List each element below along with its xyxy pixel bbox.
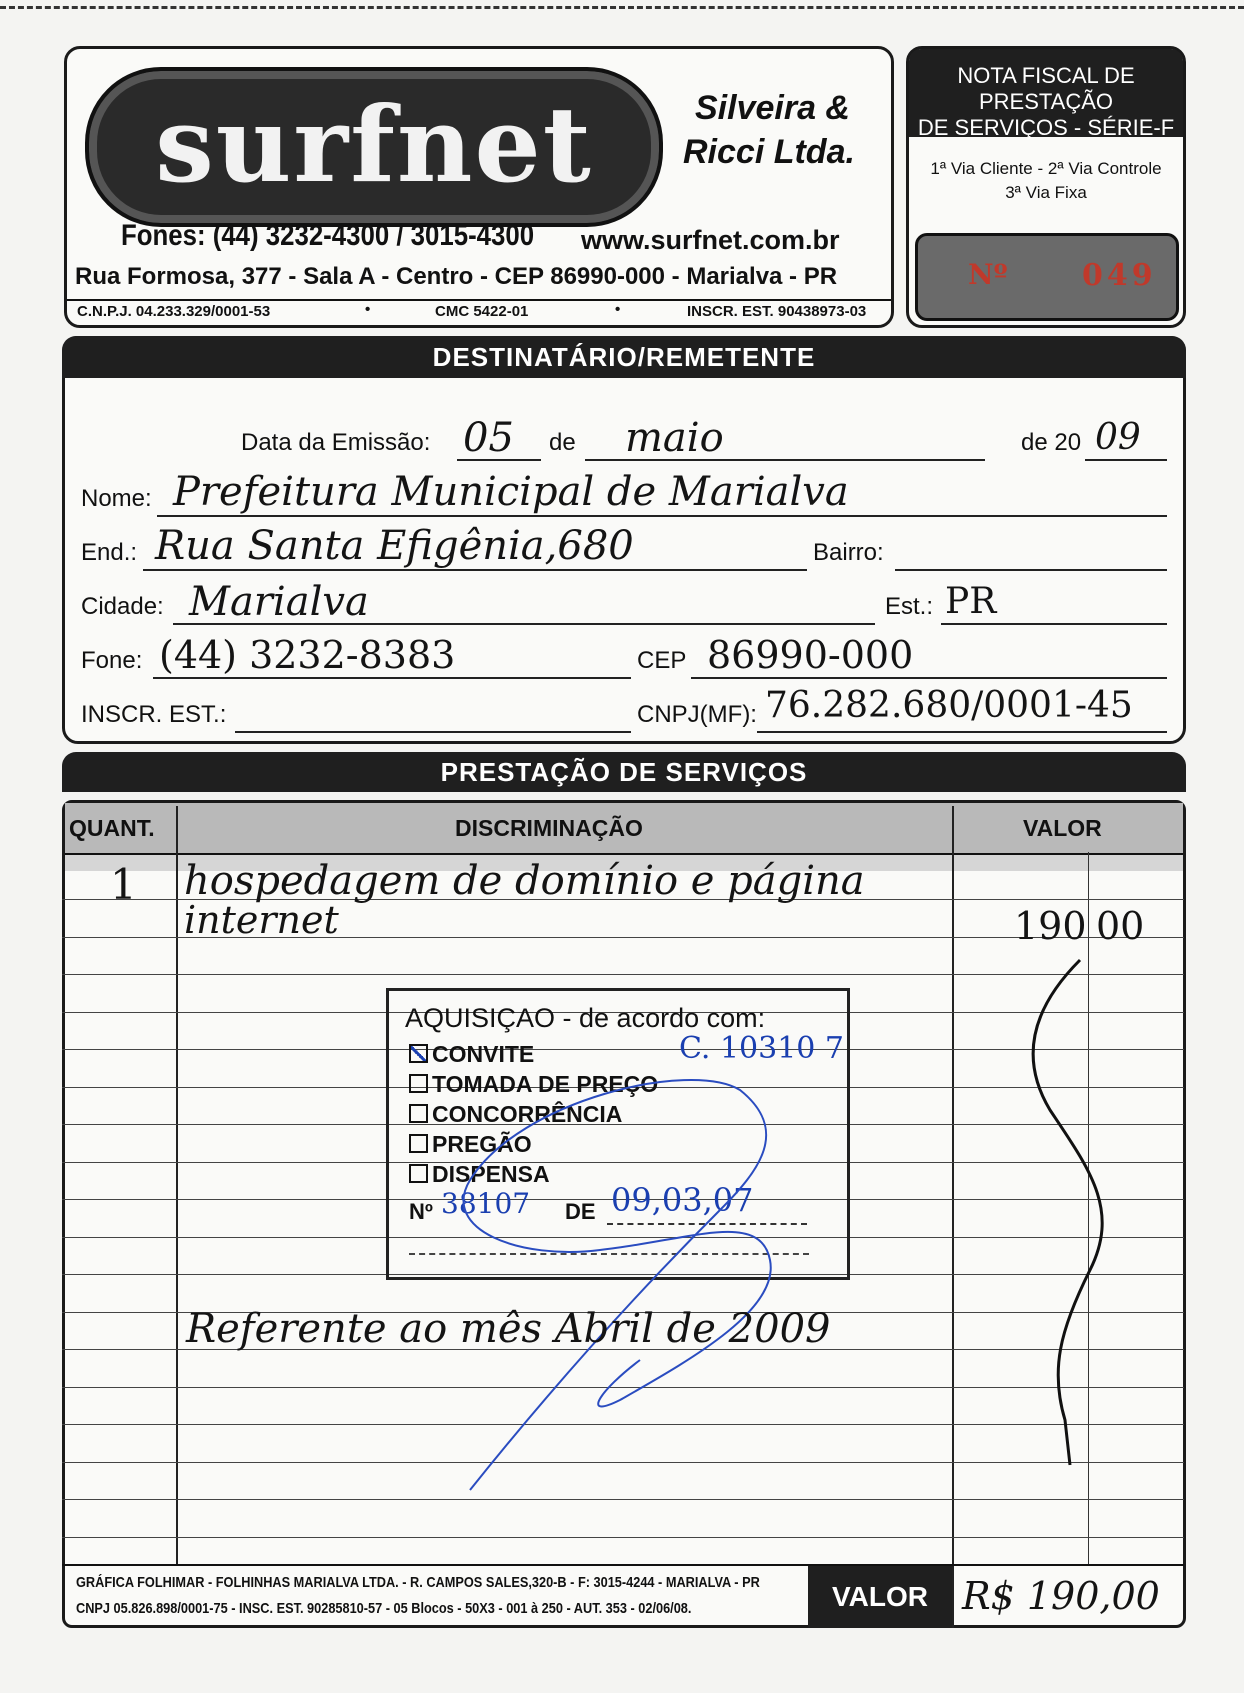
- fone-label: Fone:: [81, 647, 143, 674]
- company-name-line2: Ricci Ltda.: [683, 133, 855, 171]
- company-inscr: INSCR. EST. 90438973-03: [687, 303, 867, 320]
- stamp-number-label: Nº: [409, 1199, 433, 1224]
- stamp-title: AQUISIÇAO - de acordo com:: [405, 1003, 766, 1033]
- cep-label: CEP: [637, 647, 687, 674]
- stamp-option-convite: CONVITE: [409, 1041, 534, 1068]
- nota-vias-line1: 1ª Via Cliente - 2ª Via Controle: [930, 159, 1162, 178]
- stamp-convite-ref: C. 10310 7: [679, 1031, 845, 1066]
- table-row-line: [62, 1537, 1184, 1538]
- company-cnpj: C.N.P.J. 04.233.329/0001-53: [77, 303, 271, 320]
- nota-title-bar: [909, 49, 1183, 140]
- nota-vias-line2: 3ª Via Fixa: [1005, 183, 1087, 202]
- item-quantity: 1: [110, 860, 137, 909]
- item-description-line2: internet: [184, 898, 339, 942]
- checkbox-checked-icon: [409, 1044, 428, 1063]
- logo-text: surfnet: [155, 83, 593, 206]
- stamp-option-pregao: PREGÃO: [409, 1131, 532, 1158]
- company-website: www.surfnet.com.br: [581, 225, 840, 255]
- cnpj-value: 76.282.680/0001-45: [765, 685, 1133, 726]
- endereco-value: Rua Santa Efigênia,680: [155, 523, 634, 569]
- nota-title-line2: DE SERVIÇOS - SÉRIE-F: [917, 115, 1175, 140]
- company-address: Rua Formosa, 377 - Sala A - Centro - CEP 86990-000 - Marialva - PR: [75, 263, 838, 290]
- checkbox-icon: [409, 1164, 428, 1183]
- fone-value: (44) 3232-8383: [159, 633, 456, 677]
- cep-value: 86990-000: [707, 633, 914, 677]
- perforation-line: [0, 0, 1244, 9]
- inscr-label: INSCR. EST.:: [81, 701, 227, 728]
- cnpj-label: CNPJ(MF):: [637, 701, 757, 728]
- emissao-day: 05: [463, 415, 514, 461]
- estado-label: Est.:: [885, 593, 934, 620]
- table-header: [65, 803, 1183, 855]
- stamp-number-value: 38107: [441, 1187, 531, 1220]
- cidade-label: Cidade:: [81, 593, 164, 620]
- referente-note: Referente ao mês Abril de 2009: [186, 1306, 831, 1352]
- stamp-date-value: 09,03,07: [611, 1181, 754, 1219]
- servicos-title: PRESTAÇÃO DE SERVIÇOS: [62, 752, 1186, 792]
- checkbox-icon: [409, 1134, 428, 1153]
- company-name-line1: Silveira &: [695, 89, 850, 127]
- destinatario-title: DESTINATÁRIO/REMETENTE: [62, 336, 1186, 378]
- surfnet-logo: [85, 67, 663, 227]
- col-quant-header: QUANT.: [69, 815, 155, 841]
- cidade-value: Marialva: [189, 579, 369, 625]
- printer-info-line2: CNPJ 05.826.898/0001-75 - INSC. EST. 90285810-57 - 05 Blocos - 50X3 - 001 à 250 - AUT. 353 - 02/06/08.: [76, 1600, 692, 1617]
- checkbox-icon: [409, 1104, 428, 1123]
- col-valor-header: VALOR: [1023, 815, 1102, 841]
- estado-value: PR: [945, 581, 997, 622]
- stamp-option-tomada: TOMADA DE PREÇO: [409, 1071, 658, 1098]
- valor-total-value: R$ 190,00: [962, 1574, 1160, 1618]
- company-cmc: CMC 5422-01: [435, 303, 529, 320]
- company-header: [64, 46, 894, 328]
- data-emissao-label: Data da Emissão:: [241, 429, 431, 456]
- nota-number: 049: [1082, 258, 1157, 293]
- stamp-option-concorrencia: CONCORRÊNCIA: [409, 1101, 622, 1128]
- item-description-line1: hospedagem de domínio e página: [184, 858, 865, 904]
- bairro-label: Bairro:: [813, 539, 884, 566]
- item-value-integer: 190: [1014, 904, 1087, 948]
- separator-dot: •: [365, 301, 371, 318]
- endereco-label: End.:: [81, 539, 138, 566]
- nota-fiscal-box: [906, 46, 1186, 328]
- emissao-month: maio: [625, 415, 724, 461]
- nome-label: Nome:: [81, 485, 152, 512]
- de-20-label: de 20: [1021, 429, 1082, 456]
- valor-total-label: VALOR: [808, 1566, 952, 1628]
- de-label: de: [549, 429, 576, 456]
- checkbox-icon: [409, 1074, 428, 1093]
- item-value-decimal: 00: [1096, 904, 1145, 948]
- cancel-squiggle: [1010, 950, 1120, 1470]
- table-bottom-line: [62, 1564, 1184, 1566]
- nome-value: Prefeitura Municipal de Marialva: [173, 469, 849, 515]
- nota-title-line1: NOTA FISCAL DE PRESTAÇÃO: [957, 63, 1135, 114]
- printer-info-line1: GRÁFICA FOLHIMAR - FOLHINHAS MARIALVA LTDA. - R. CAMPOS SALES,320-B - F: 3015-4244 - MARIALVA - PR: [76, 1574, 760, 1591]
- emissao-year: 09: [1095, 417, 1141, 458]
- nota-number-label: Nº: [968, 258, 1008, 291]
- company-phones: Fones: (44) 3232-4300 / 3015-4300: [121, 219, 535, 252]
- nota-number-box: [915, 233, 1179, 321]
- col-disc-header: DISCRIMINAÇÃO: [455, 815, 643, 841]
- stamp-option-dispensa: DISPENSA: [409, 1161, 550, 1188]
- destinatario-box: [62, 336, 1186, 744]
- separator-dot: •: [615, 301, 621, 318]
- stamp-date-label: DE: [565, 1199, 596, 1224]
- signature-scribble: [430, 1060, 830, 1500]
